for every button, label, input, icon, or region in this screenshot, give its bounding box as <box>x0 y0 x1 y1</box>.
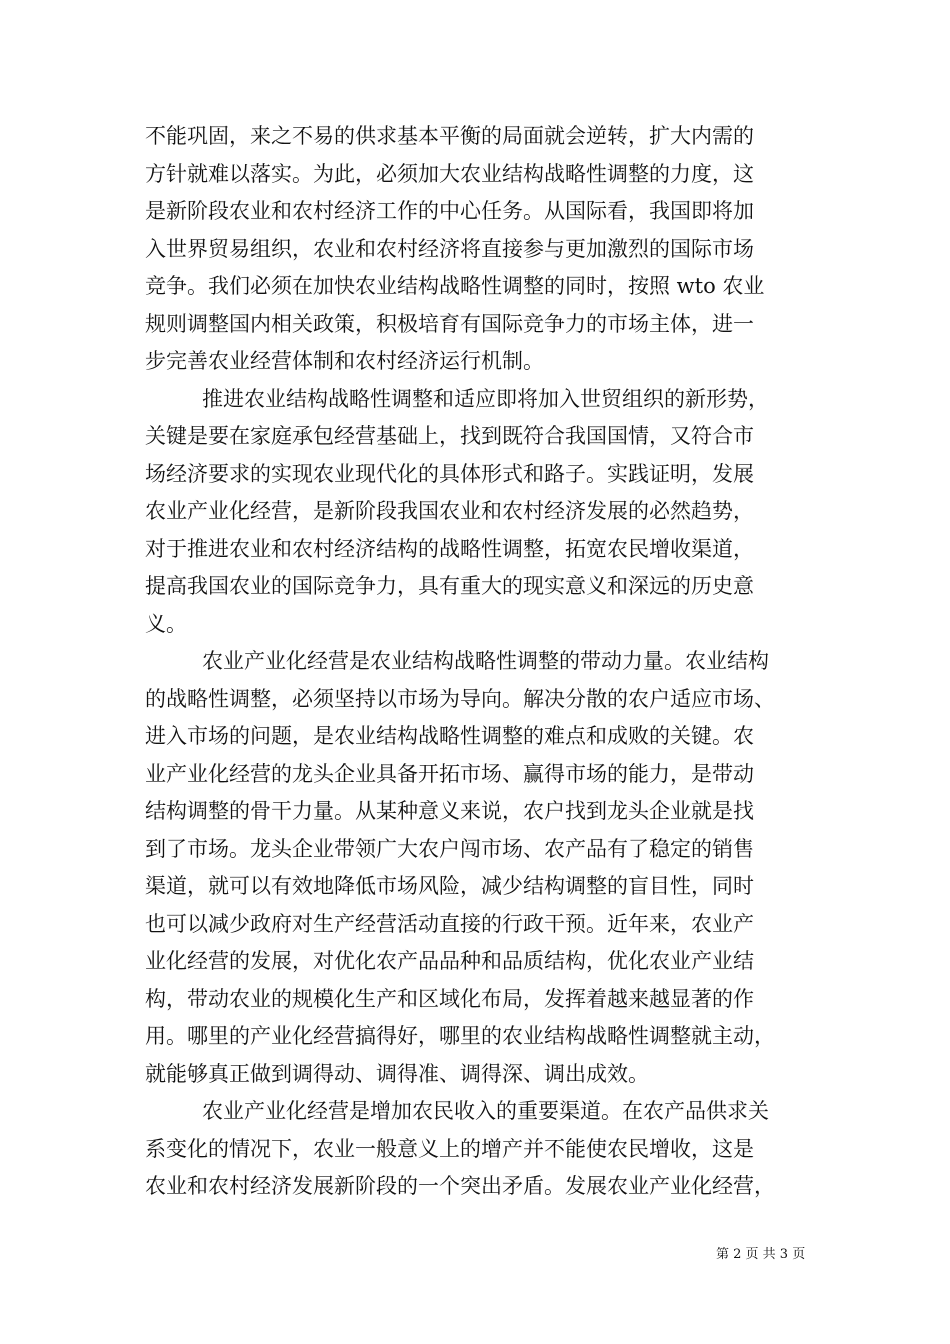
paragraph-3 <box>145 643 810 1093</box>
text-line: 提高我国农业的国际竞争力，具有重大的现实意义和深远的历史意 <box>145 574 754 598</box>
text-line: 方针就难以落实。为此，必须加大农业结构战略性调整的力度，这 <box>145 161 754 186</box>
text-line: 不能巩固，来之不易的供求基本平衡的局面就会逆转，扩大内需的 <box>145 124 754 148</box>
paragraph-1 <box>145 118 810 381</box>
text-line: 农业和农村经济发展新阶段的一个突出矛盾。发展农业产业化经营， <box>145 1174 775 1198</box>
text-line: 也可以减少政府对生产经营活动直接的行政干预。近年来，农业产 <box>145 911 754 936</box>
text-line: 进入市场的问题，是农业结构战略性调整的难点和成败的关键。农 <box>145 724 754 748</box>
text-line: 业化经营的发展，对优化农产品品种和品质结构，优化农业产业结 <box>145 949 754 973</box>
text-line: 农业产业化经营是增加农民收入的重要渠道。在农产品供求关 <box>202 1099 769 1123</box>
text-line: 是新阶段农业和农村经济工作的中心任务。从国际看，我国即将加 <box>145 199 754 223</box>
text-line: 入世界贸易组织，农业和农村经济将直接参与更加激烈的国际市场 <box>145 236 754 261</box>
text-line: 业产业化经营的龙头企业具备开拓市场、赢得市场的能力，是带动 <box>145 761 754 786</box>
text-line: 竞争。我们必须在加快农业结构战略性调整的同时，按照 wto 农业 <box>145 274 765 298</box>
text-line: 的战略性调整，必须坚持以市场为导向。解决分散的农户适应市场、 <box>145 686 775 711</box>
text-line: 对于推进农业和农村经济结构的战略性调整，拓宽农民增收渠道， <box>145 536 754 561</box>
page-number-footer: 第 2 页 共 3 页 <box>716 1247 806 1262</box>
text-line: 推进农业结构战略性调整和适应即将加入世贸组织的新形势， <box>202 386 769 411</box>
text-line: 就能够真正做到调得动、调得准、调得深、调出成效。 <box>145 1061 649 1086</box>
text-line: 用。哪里的产业化经营搞得好，哪里的农业结构战略性调整就主动， <box>145 1024 775 1048</box>
text-line: 场经济要求的实现农业现代化的具体形式和路子。实践证明，发展 <box>145 461 754 486</box>
text-line: 到了市场。龙头企业带领广大农户闯市场、农产品有了稳定的销售 <box>145 836 754 861</box>
text-line: 义。 <box>145 611 187 636</box>
text-line: 结构调整的骨干力量。从某种意义来说，农户找到龙头企业就是找 <box>145 799 754 823</box>
paragraph-2 <box>145 381 810 644</box>
text-line: 系变化的情况下，农业一般意义上的增产并不能使农民增收，这是 <box>145 1136 754 1161</box>
text-line: 渠道，就可以有效地降低市场风险，减少结构调整的盲目性，同时 <box>145 874 754 898</box>
document-body <box>145 118 810 1206</box>
text-line: 规则调整国内相关政策，积极培育有国际竞争力的市场主体，进一 <box>145 311 754 336</box>
text-line: 农业产业化经营是农业结构战略性调整的带动力量。农业结构 <box>202 649 769 673</box>
text-line: 关键是要在家庭承包经营基础上，找到既符合我国国情，又符合市 <box>145 424 754 448</box>
paragraph-4 <box>145 1093 810 1206</box>
text-line: 农业产业化经营，是新阶段我国农业和农村经济发展的必然趋势， <box>145 499 754 523</box>
text-line: 步完善农业经营体制和农村经济运行机制。 <box>145 349 544 373</box>
text-line: 构，带动农业的规模化生产和区域化布局，发挥着越来越显著的作 <box>145 986 754 1011</box>
